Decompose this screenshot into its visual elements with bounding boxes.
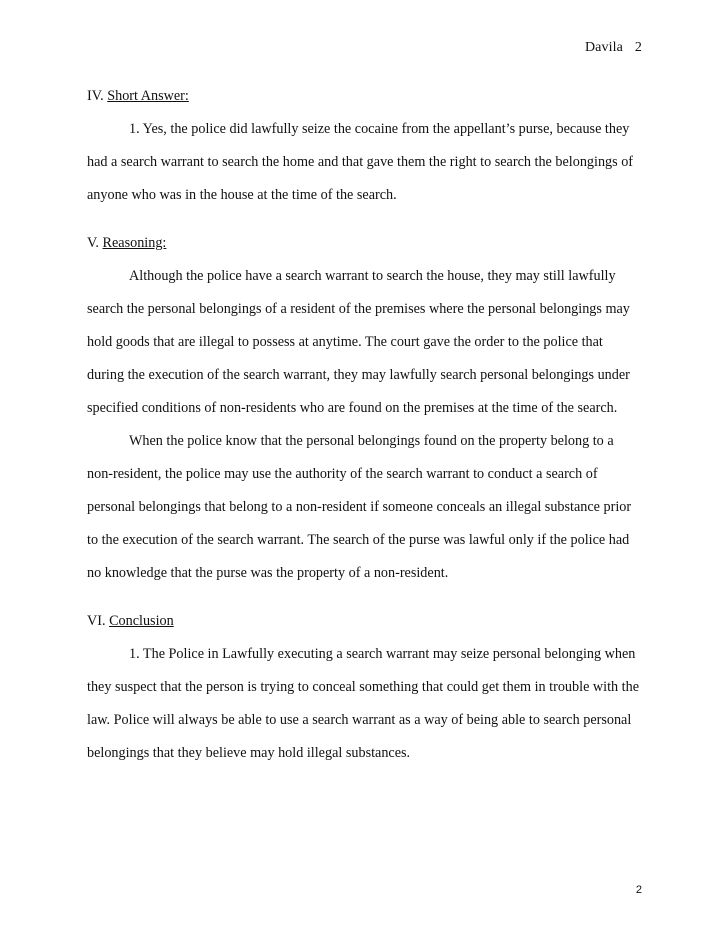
text-line: personal belongings that belong to a non-resident if someone conceals an illegal substance prior: [87, 499, 632, 515]
text-line: law. Police will always be able to use a search warrant as a way of being able to search personal: [87, 712, 632, 728]
section-numeral: VI.: [87, 613, 106, 629]
text-line: had a search warrant to search the home and that gave them the right to search the belongings of: [87, 154, 634, 170]
section-heading-conclusion: [87, 605, 647, 638]
text-line: search the personal belongings of a resident of the premises where the personal belongings may: [87, 301, 630, 317]
text-line: during the execution of the search warrant, they may lawfully search personal belongings under: [87, 367, 630, 383]
text-line: no knowledge that the purse was the property of a non-resident.: [87, 565, 449, 581]
section-title: Conclusion: [109, 613, 174, 629]
short-answer-paragraph: [87, 113, 647, 212]
reasoning-paragraph-1: [87, 260, 647, 425]
header-page-number: 2: [634, 40, 642, 55]
text-line: specified conditions of non-residents who are found on the premises at the time of the search.: [87, 400, 618, 416]
text-line: Although the police have a search warrant to search the house, they may still lawfully: [129, 268, 616, 284]
author-name: Davila: [584, 40, 623, 55]
section-heading-reasoning: [87, 227, 647, 260]
text-line: non-resident, the police may use the authority of the search warrant to conduct a search of: [87, 466, 598, 482]
section-title: Reasoning:: [102, 235, 167, 251]
text-line: 1. Yes, the police did lawfully seize the cocaine from the appellant’s purse, because they: [129, 121, 630, 137]
text-line: anyone who was in the house at the time of the search.: [87, 187, 397, 203]
section-title: Short Answer:: [107, 88, 189, 104]
running-head: [585, 40, 642, 56]
section-numeral: V.: [87, 235, 99, 251]
section-numeral: IV.: [87, 88, 104, 104]
conclusion-paragraph: [87, 638, 647, 770]
text-line: to the execution of the search warrant. The search of the purse was lawful only if the police had: [87, 532, 630, 548]
section-heading-short-answer: [87, 80, 647, 113]
text-line: 1. The Police in Lawfully executing a search warrant may seize personal belonging when: [129, 646, 636, 662]
text-line: they suspect that the person is trying to conceal something that could get them in trouble with the: [87, 679, 640, 695]
text-line: hold goods that are illegal to possess at anytime. The court gave the order to the police that: [87, 334, 603, 350]
document-body: [87, 80, 647, 770]
text-line: belongings that they believe may hold illegal substances.: [87, 745, 411, 761]
text-line: When the police know that the personal belongings found on the property belong to a: [129, 433, 614, 449]
footer-page-number: 2: [635, 884, 642, 896]
reasoning-paragraph-2: [87, 425, 647, 590]
